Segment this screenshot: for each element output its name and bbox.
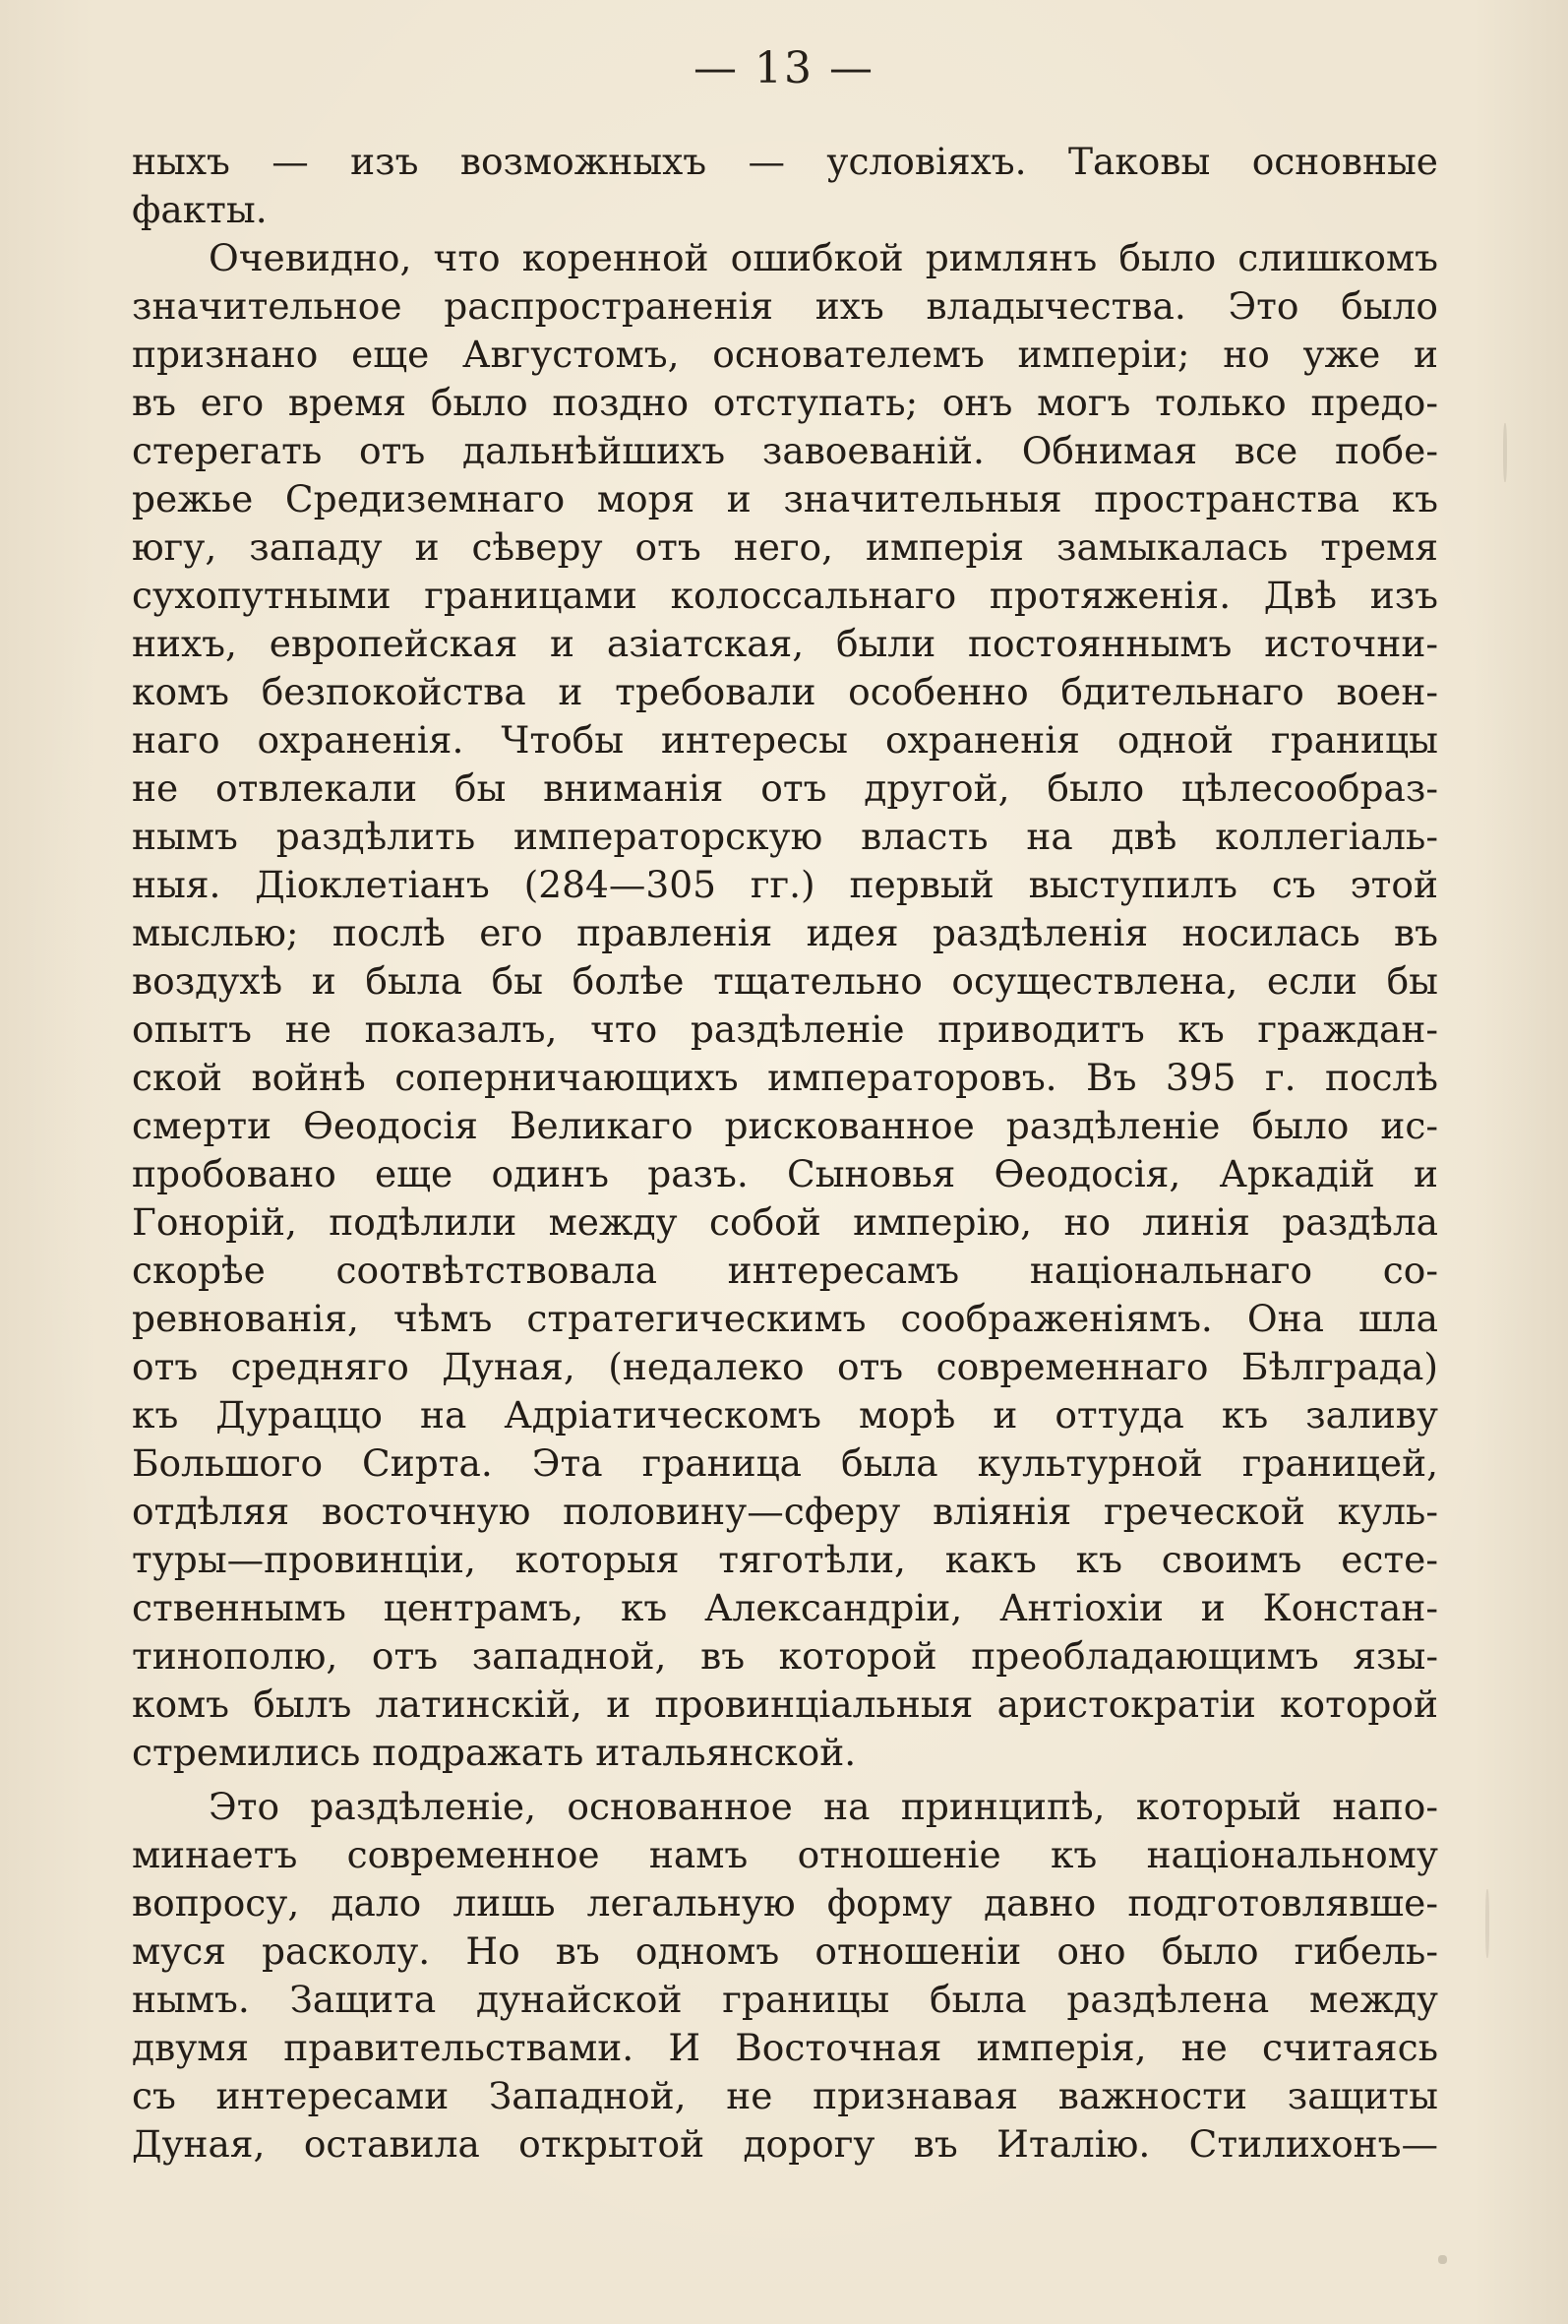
- text-line: туры—провинціи, которыя тяготѣли, какъ къ своимъ есте-: [132, 1538, 1438, 1581]
- text-line: отдѣляя восточную половину—сферу вліянія греческой куль-: [132, 1490, 1438, 1533]
- text-line: факты.: [132, 188, 268, 231]
- text-line: вопросу, дало лишь легальную форму давно подготовлявше-: [132, 1881, 1438, 1925]
- text-line: ственнымъ центрамъ, къ Александріи, Антіохіи и Констан-: [132, 1586, 1438, 1629]
- text-line: воздухѣ и была бы болѣе тщательно осуществлена, если бы: [132, 959, 1438, 1003]
- text-line: югу, западу и сѣверу отъ него, имперія замыкалась тремя: [132, 525, 1438, 569]
- paragraph: [132, 138, 1438, 234]
- text-line: наго охраненія. Чтобы интересы охраненія одной границы: [132, 718, 1438, 762]
- text-line: нымъ раздѣлить императорскую власть на двѣ коллегіаль-: [132, 815, 1438, 858]
- text-line: Дуная, оставила открытой дорогу въ Италію. Стилихонъ—: [132, 2122, 1438, 2166]
- text-line: отъ средняго Дуная, (недалеко отъ современнаго Бѣлграда): [132, 1345, 1438, 1388]
- text-line: стерегать отъ дальнѣйшихъ завоеваній. Обнимая все побе-: [132, 429, 1438, 472]
- page-number: — 13 —: [694, 43, 874, 93]
- text-line: въ его время было поздно отступать; онъ могъ только предо-: [132, 381, 1438, 424]
- text-line: стремились подражать итальянской.: [132, 1731, 857, 1774]
- text-line: тинополю, отъ западной, въ которой преобладающимъ язы-: [132, 1634, 1438, 1678]
- scan-speck: [1485, 1889, 1489, 1958]
- text-line: значительное распространенія ихъ владычества. Это было: [132, 284, 1438, 328]
- text-line: признано еще Августомъ, основателемъ имперіи; но уже и: [132, 333, 1438, 376]
- text-line: нымъ. Защита дунайской границы была раздѣлена между: [132, 1978, 1438, 2021]
- text-line: режье Средиземнаго моря и значительныя пространства къ: [132, 477, 1438, 520]
- text-line: Гонорій, подѣлили между собой имперію, но линія раздѣла: [132, 1200, 1438, 1244]
- text-line: минаетъ современное намъ отношеніе къ національному: [132, 1833, 1438, 1876]
- text-line: ревнованія, чѣмъ стратегическимъ соображеніямъ. Она шла: [132, 1297, 1438, 1340]
- text-line: нихъ, европейская и азіатская, были постояннымъ источни-: [132, 622, 1438, 665]
- text-line: комъ былъ латинскій, и провинціальныя аристократіи которой: [132, 1682, 1438, 1726]
- text-line: скорѣе соотвѣтствовала интересамъ національнаго со-: [132, 1249, 1438, 1292]
- text-line: ныхъ — изъ возможныхъ — условіяхъ. Таковы основные: [132, 140, 1438, 183]
- text-line: смерти Өеодосія Великаго рискованное раздѣленіе было ис-: [132, 1104, 1438, 1147]
- text-line: Большого Сирта. Эта граница была культурной границей,: [132, 1441, 1438, 1485]
- text-line: сухопутными границами колоссальнаго протяженія. Двѣ изъ: [132, 574, 1438, 617]
- text-line: муся расколу. Но въ одномъ отношеніи оно было гибель-: [132, 1929, 1438, 1973]
- text-line: комъ безпокойства и требовали особенно бдительнаго воен-: [132, 670, 1438, 713]
- text-line: Очевидно, что коренной ошибкой римлянъ было слишкомъ: [209, 236, 1438, 279]
- text-line: ныя. Діоклетіанъ (284—305 гг.) первый выступилъ съ этой: [132, 863, 1438, 906]
- text-line: двумя правительствами. И Восточная имперія, не считаясь: [132, 2026, 1438, 2069]
- paragraph: [132, 234, 1438, 1777]
- text-line: опытъ не показалъ, что раздѣленіе приводитъ къ граждан-: [132, 1008, 1438, 1051]
- text-line: мыслью; послѣ его правленія идея раздѣленія носилась въ: [132, 911, 1438, 954]
- text-line: съ интересами Западной, не признавая важности защиты: [132, 2074, 1438, 2117]
- text-line: Это раздѣленіе, основанное на принципѣ, который напо-: [209, 1785, 1438, 1828]
- text-line: пробовано еще одинъ разъ. Сыновья Өеодосія, Аркадій и: [132, 1152, 1438, 1195]
- text-line: ской войнѣ соперничающихъ императоровъ. Въ 395 г. послѣ: [132, 1056, 1438, 1099]
- paragraph: [132, 1783, 1438, 2169]
- scan-speck: [1503, 423, 1507, 482]
- text-line: къ Дураццо на Адріатическомъ морѣ и оттуда къ заливу: [132, 1393, 1438, 1437]
- text-line: не отвлекали бы вниманія отъ другой, было цѣлесообраз-: [132, 766, 1438, 810]
- scan-speck: [1438, 2255, 1447, 2264]
- text-body: [132, 138, 1438, 2169]
